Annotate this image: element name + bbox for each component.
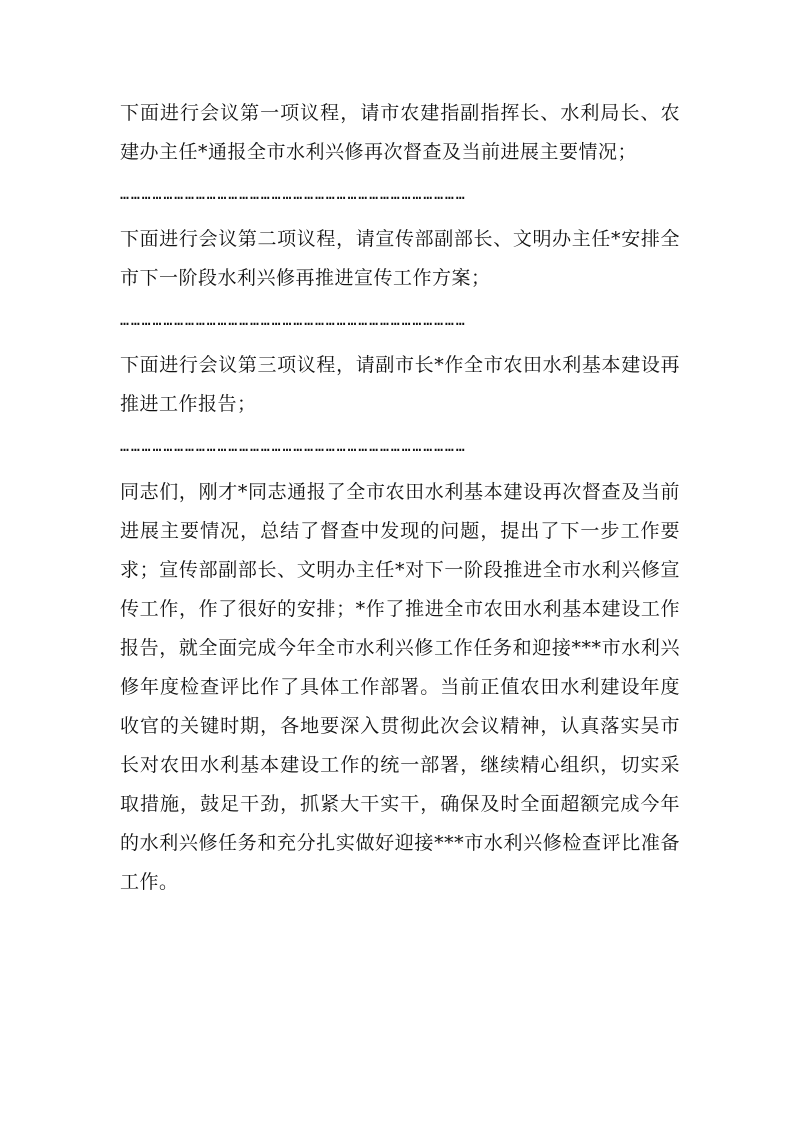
ellipsis-separator: …………………………………………………………………………………… [120,311,467,329]
ellipsis-separator: …………………………………………………………………………………… [120,437,467,455]
paragraph-agenda-item-1: 下面进行会议第一项议程，请市农建指副指挥长、水利局长、农建办主任*通报全市水利兴修再次督查及当前进展主要情况； [120,102,680,163]
document-body [120,94,680,902]
paragraph-agenda-item-3: 下面进行会议第三项议程，请副市长*作全市农田水利基本建设再推进工作报告； [120,354,680,415]
paragraph-agenda-item-2: 下面进行会议第二项议程，请宣传部副部长、文明办主任*安排全市下一阶段水利兴修再推进宣传工作方案； [120,228,680,289]
paragraph-closing-remarks: 同志们，刚才*同志通报了全市农田水利基本建设再次督查及当前进展主要情况，总结了督查中发现的问题，提出了下一步工作要求；宣传部副部长、文明办主任*对下一阶段推进全市水利兴修宣传工作，作了很好的安排；*作了推进全市农田水利基本建设工作报告，就全面完成今年全市水利兴修工作任务和迎接***市水利兴修年度检查评比作了具体工作部署。当前正值农田水利建设年度收官的关键时期，各地要深入贯彻此次会议精神，认真落实吴市长对农田水利基本建设工作的统一部署，继续精心组织，切实采取措施，鼓足干劲，抓紧大干实干，确保及时全面超额完成今年的水利兴修任务和充分扎实做好迎接***市水利兴修检查评比准备工作。 [120,481,680,893]
ellipsis-separator: …………………………………………………………………………………… [120,185,467,203]
